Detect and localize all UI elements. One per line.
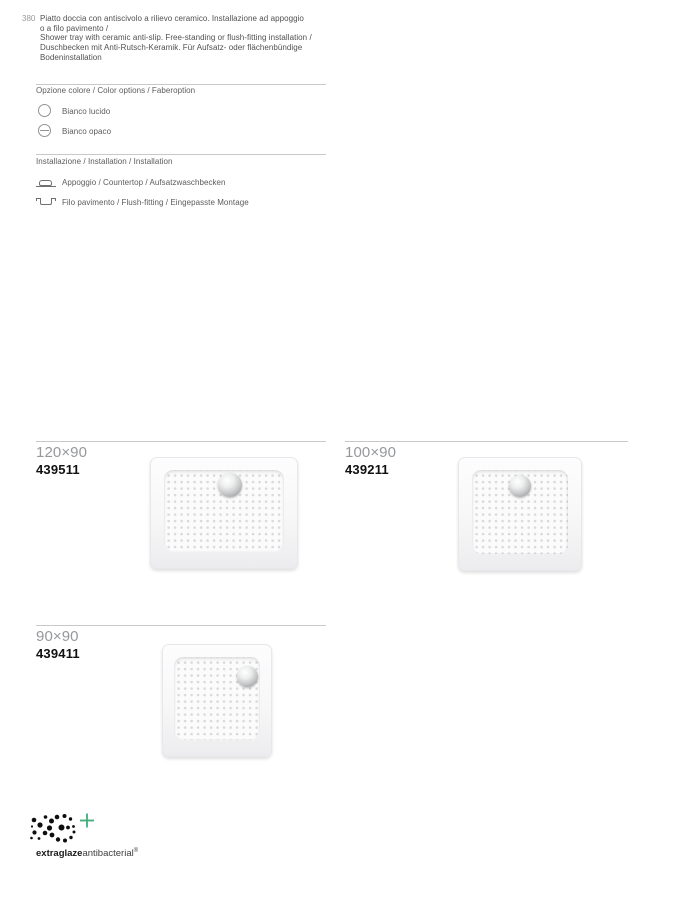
brand-bold: extraglaze (36, 848, 83, 859)
product-size: 120×90 (36, 444, 88, 461)
xg-dots (30, 814, 75, 843)
color-option-label: Bianco lucido (62, 107, 111, 116)
description-line: o a filo pavimento / (40, 23, 109, 33)
brand-wordmark (36, 848, 138, 859)
description-line: Piatto doccia con antiscivolo a rilievo ceramico. Installazione ad appoggio (40, 14, 304, 23)
product-size: 100×90 (345, 444, 397, 461)
brand-regular: antibacterial (82, 848, 134, 859)
shower-tray-image-90x90 (162, 644, 272, 757)
product-code: 439211 (345, 462, 389, 477)
product-code: 439511 (36, 462, 80, 477)
product-description (40, 14, 340, 63)
page-number: 380 (22, 14, 36, 23)
product-divider (36, 441, 326, 442)
drain-cap (237, 666, 258, 687)
flush-fitting-icon (36, 196, 56, 207)
product-size: 90×90 (36, 628, 79, 645)
installation-option-label: Appoggio / Countertop / Aufsatzwaschbecken (62, 178, 226, 187)
countertop-icon (36, 176, 56, 187)
product-divider (36, 625, 326, 626)
description-line: Shower tray with ceramic anti-slip. Free-standing or flush-fitting installation / (40, 33, 312, 43)
section-divider (36, 154, 326, 155)
shower-tray-image-100x90 (458, 457, 582, 571)
product-divider (345, 441, 628, 442)
floor-line (36, 186, 56, 187)
drain-cap (218, 473, 242, 497)
description-line: Duschbecken mit Anti-Rutsch-Keramik. Für Aufsatz- oder flächenbündige (40, 43, 303, 53)
extraglaze-xg-dots-logo (30, 811, 96, 847)
shower-tray-image-120x90 (150, 457, 298, 569)
glossy-white-swatch-icon (38, 104, 51, 117)
plus-icon (80, 814, 94, 828)
product-code: 439411 (36, 646, 80, 661)
installation-option-label: Filo pavimento / Flush-fitting / Eingepasste Montage (62, 198, 249, 207)
installation-heading: Installazione / Installation / Installation (36, 157, 173, 166)
registered-mark: ® (133, 848, 139, 854)
tray-shape (40, 198, 52, 205)
color-options-heading: Opzione colore / Color options / Faberoption (36, 86, 196, 95)
drain-cap (509, 475, 531, 497)
matte-white-swatch-icon (38, 124, 51, 137)
description-line: Bodeninstallation (40, 52, 102, 62)
color-option-label: Bianco opaco (62, 127, 112, 136)
section-divider (36, 84, 326, 85)
